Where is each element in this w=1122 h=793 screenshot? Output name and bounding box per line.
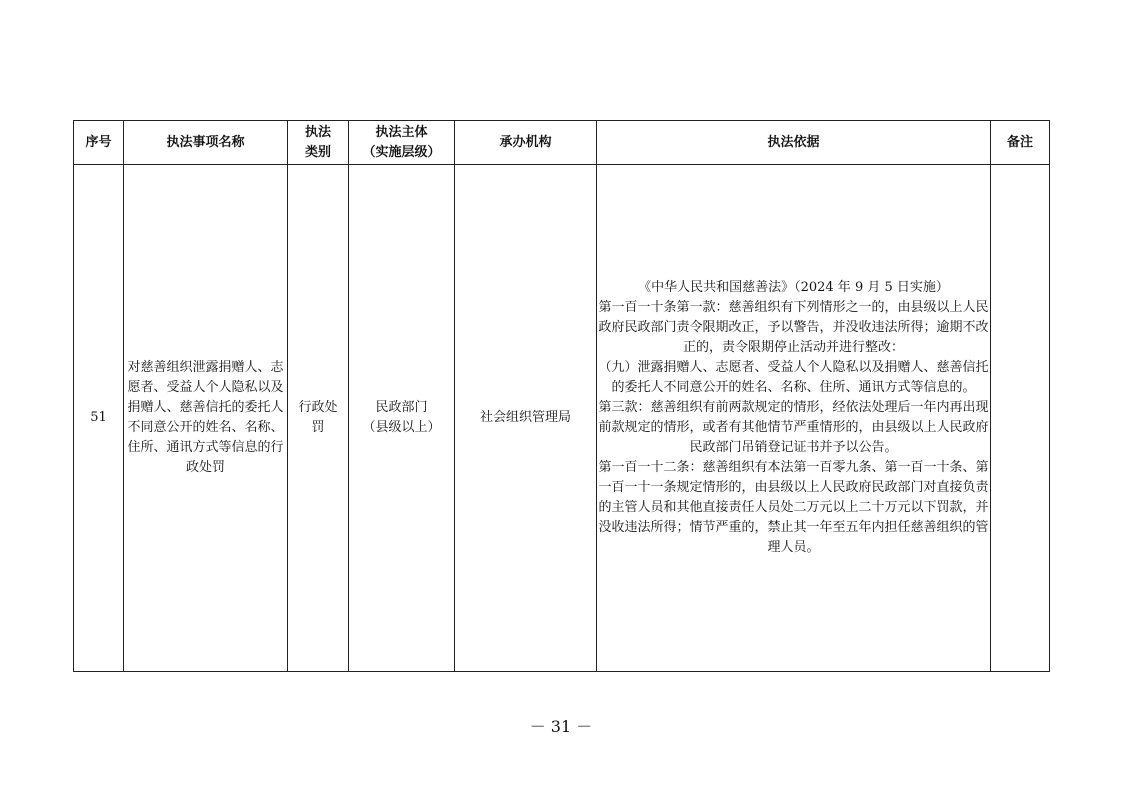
header-subject-line2: （实施层级）: [362, 144, 441, 160]
header-category-line1: 执法: [304, 124, 331, 140]
cell-remarks: [991, 165, 1050, 672]
header-remarks: 备注: [991, 121, 1050, 165]
cell-subject-line1: 民政部门: [375, 400, 428, 415]
cell-subject-line2: （县级以上）: [362, 420, 441, 435]
cell-seq: 51: [74, 165, 124, 672]
header-item-name: 执法事项名称: [124, 121, 288, 165]
basis-item-9: （九）泄露捐赠人、志愿者、受益人个人隐私以及捐赠人、慈善信托的委托人不同意公开的姓名、名称、住所、通讯方式等信息的。: [598, 360, 989, 395]
cell-category-line2: 罚: [311, 420, 325, 435]
cell-basis: [597, 165, 991, 672]
header-subject: [349, 121, 455, 165]
cell-category-line1: 行政处: [298, 400, 338, 415]
cell-category: [288, 165, 349, 672]
cell-subject: [349, 165, 455, 672]
page-number: － 31 －: [529, 717, 593, 736]
enforcement-table: [73, 120, 1050, 672]
header-row: [74, 121, 1050, 165]
basis-article-110-clause-1: 第一百一十条第一款：慈善组织有下列情形之一的，由县级以上人民政府民政部门责令限期改正，予以警告，并没收违法所得；逾期不改正的，责令限期停止活动并进行整改：: [598, 300, 989, 355]
header-category-line2: 类别: [304, 144, 331, 160]
cell-agency: 社会组织管理局: [455, 165, 597, 672]
header-category: [288, 121, 349, 165]
header-basis: 执法依据: [597, 121, 991, 165]
header-seq: 序号: [74, 121, 124, 165]
basis-clause-3: 第三款：慈善组织有前两款规定的情形，经依法处理后一年内再出现前款规定的情形，或者有其他情节严重情形的，由县级以上人民政府民政部门吊销登记证书并予以公告。: [598, 400, 989, 455]
cell-item-name: 对慈善组织泄露捐赠人、志愿者、受益人个人隐私以及捐赠人、慈善信托的委托人不同意公开的姓名、名称、住所、通讯方式等信息的行政处罚: [124, 165, 288, 672]
table-row: [74, 165, 1050, 672]
basis-article-112: 第一百一十二条：慈善组织有本法第一百零九条、第一百一十条、第一百一十一条规定情形的，由县级以上人民政府民政部门对直接负责的主管人员和其他直接责任人员处二万元以上二十万元以下罚款，并没收违法所得；情节严重的，禁止其一年至五年内担任慈善组织的管理人员。: [598, 460, 989, 555]
header-agency: 承办机构: [455, 121, 597, 165]
header-subject-line1: 执法主体: [375, 124, 428, 140]
basis-law-title: 《中华人民共和国慈善法》（2024 年 9 月 5 日实施）: [638, 280, 949, 295]
